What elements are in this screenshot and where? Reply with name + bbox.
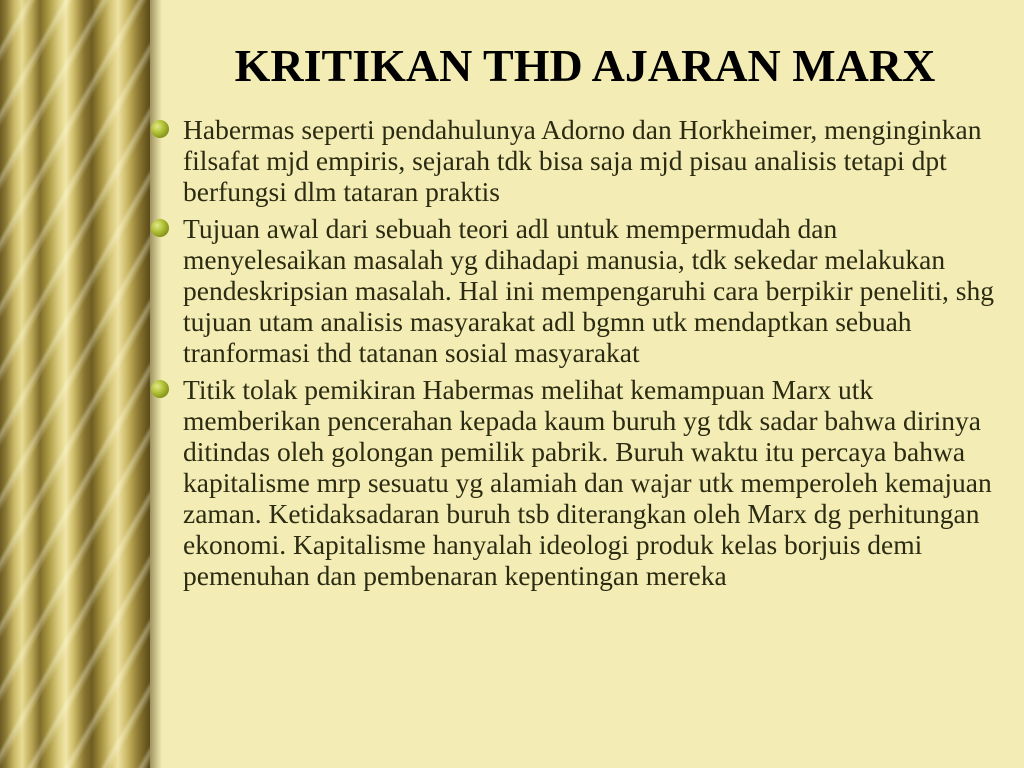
slide-title: KRITIKAN THD AJARAN MARX	[234, 40, 936, 91]
bullet-text: Tujuan awal dari sebuah teori adl untuk mempermudah dan menyelesaikan masalah yg dihadapi manusia, tdk sekedar melakukan pendeskripsian masalah. Hal ini mempengaruhi cara berpikir peneliti, shg tujuan utam analisis masyarakat adl bgmn utk mendaptkan sebuah tranformasi thd tatanan sosial masyarakat	[183, 213, 994, 368]
bullet-text: Habermas seperti pendahulunya Adorno dan Horkheimer, menginginkan filsafat mjd empiris, sejarah tdk bisa saja mjd pisau analisis tetapi dpt berfungsi dlm tataran praktis	[183, 114, 982, 207]
round-bullet-icon	[151, 219, 169, 237]
bullet-text: Titik tolak pemikiran Habermas melihat kemampuan Marx utk memberikan pencerahan kepada kaum buruh yg tdk sadar bahwa dirinya ditindas oleh golongan pemilik pabrik. Buruh waktu itu percaya bahwa kapitalisme mrp sesuatu yg alamiah dan wajar utk memperoleh kemajuan zaman. Ketidaksadaran buruh tsb diterangkan oleh Marx dg perhitungan ekonomi. Kapitalisme hanyalah ideologi produk kelas borjuis demi pemenuhan dan pembenaran kepentingan mereka	[183, 374, 992, 591]
round-bullet-icon	[151, 380, 169, 398]
round-bullet-icon	[151, 120, 169, 138]
bullet-list	[147, 114, 1007, 597]
bullet-item	[147, 114, 1007, 207]
decorative-gold-column	[0, 0, 150, 768]
bullet-item	[147, 213, 1007, 368]
bullet-item	[147, 374, 1007, 591]
